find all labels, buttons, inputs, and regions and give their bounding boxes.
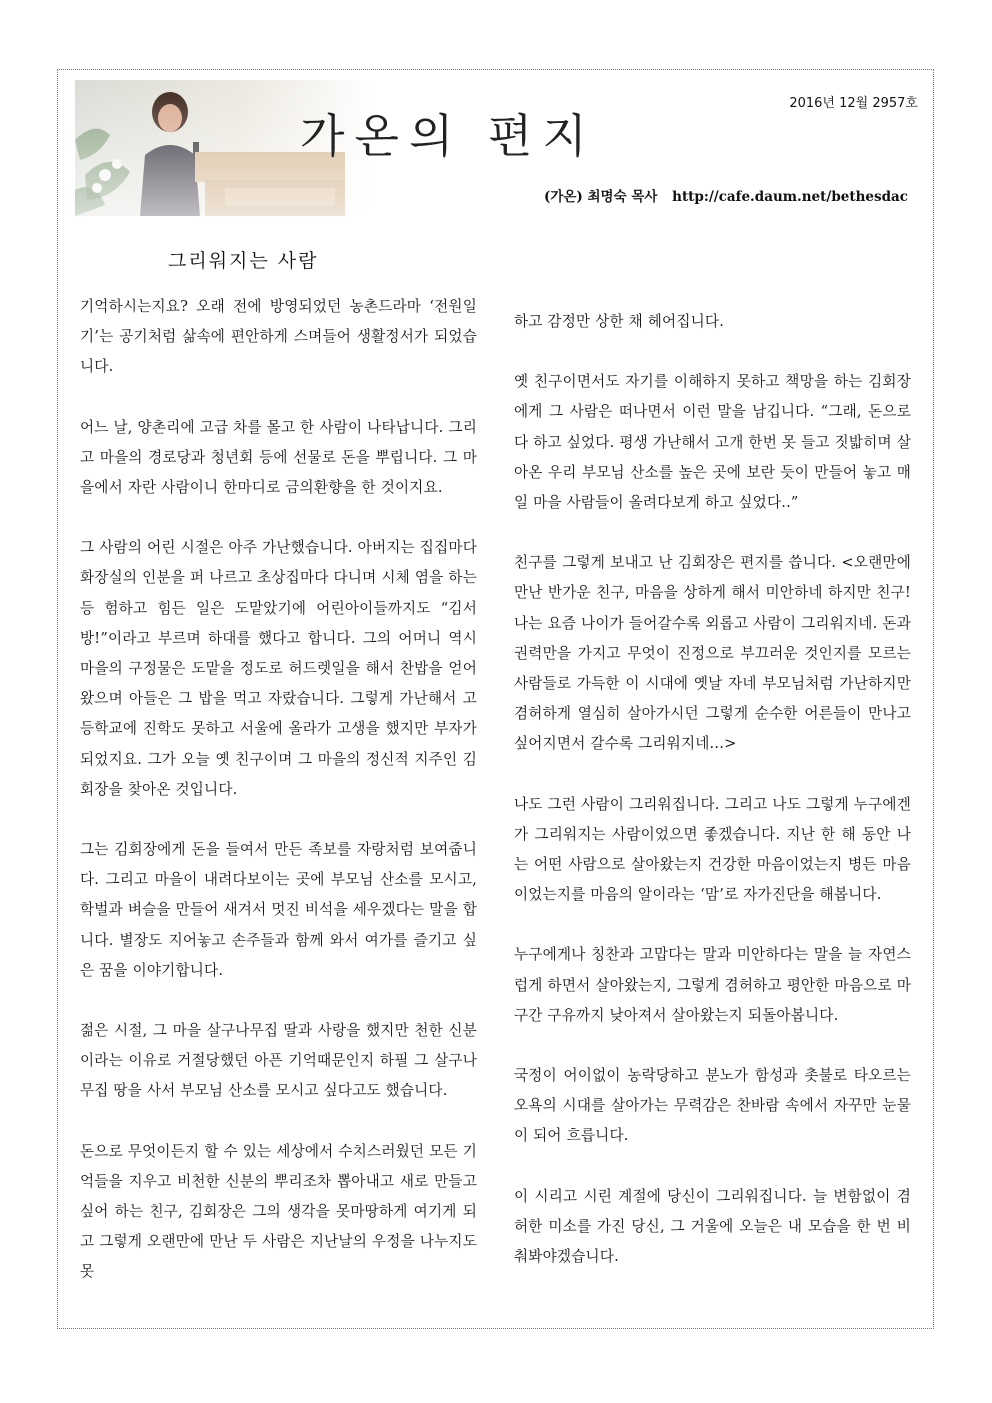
paragraph: 그는 김회장에게 돈을 들여서 만든 족보를 자랑처럼 보여줍니다. 그리고 마을이 내려다보이는 곳에 부모님 산소를 모시고, 학벌과 벼슬을 만들어 새겨서 멋진 비석을 세우겠다는 말을 합니다. 별장도 지어놓고 손주들과 함께 와서 여가를 즐기고 싶은 꿈을 이야기합니다. xyxy=(80,841,477,979)
paragraph: 젊은 시절, 그 마을 살구나무집 딸과 사랑을 했지만 천한 신분이라는 이유로 거절당했던 아픈 기억때문인지 하필 그 살구나무집 땅을 사서 부모님 산소를 모시고 싶다고도 했습니다. xyxy=(80,1022,477,1100)
paragraph: 이 시리고 시린 계절에 당신이 그리워집니다. 늘 변함없이 겸허한 미소를 가진 당신, 그 거울에 오늘은 내 모습을 한 번 비춰봐야겠습니다. xyxy=(514,1187,911,1266)
paragraph: 돈으로 무엇이든지 할 수 있는 세상에서 수치스러웠던 모든 기억들을 지우고 비천한 신분의 뿌리조차 뽑아내고 새로 만들고 싶어 하는 친구, 김회장은 그의 생각을 못마땅하게 여기게 되고 그렇게 오랜만에 만난 두 사람은 지난날의 우정을 나누지도 못 xyxy=(80,1142,477,1281)
newsletter-title: 가온의 편지 xyxy=(300,109,597,163)
right-column xyxy=(514,307,911,1302)
paragraph: 나도 그런 사람이 그리워집니다. 그리고 나도 그렇게 누구에겐가 그리워지는 사람이었으면 좋겠습니다. 지난 한 해 동안 나는 어떤 사람으로 살아왔는지 건강한 마음이었는지 병든 마음이었는지를 마음의 알이라는 ‘맘’로 자가진단을 해봅니다. xyxy=(514,795,911,904)
paragraph: 친구를 그렇게 보내고 난 김회장은 편지를 씁니다. <오랜만에 만난 반가운 친구, 마음을 상하게 해서 미안하네 하지만 친구! 나는 요즘 나이가 들어갈수록 외롭고 사람이 그리워지네. 돈과 권력만을 가지고 무엇이 진정으로 부끄러운 것인지를 모르는 사람들로 가득한 이 시대에 옛날 자네 부모님처럼 가난하지만 겸허하게 열심히 살아가시던 그렇게 순수한 어른들이 만나고 싶어지면서 갈수록 그리워지네...> xyxy=(514,554,911,753)
paragraph: 하고 감정만 상한 채 헤어집니다. xyxy=(514,313,725,330)
byline xyxy=(544,185,908,205)
left-column xyxy=(80,292,477,1318)
paragraph: 기억하시는지요? 오래 전에 방영되었던 농촌드라마 ‘전원일기’는 공기처럼 삶속에 편안하게 스며들어 생활정서가 되었습니다. xyxy=(80,298,477,376)
paragraph: 국정이 어이없이 농락당하고 분노가 함성과 촛불로 타오르는 오욕의 시대를 살아가는 무력감은 찬바람 속에서 자꾸만 눈물이 되어 흐릅니다. xyxy=(514,1067,911,1145)
issue-info: 2016년 12월 2957호 xyxy=(789,96,918,111)
paragraph: 어느 날, 양촌리에 고급 차를 몰고 한 사람이 나타납니다. 그리고 마을의 경로당과 청년회 등에 선물로 돈을 뿌립니다. 그 마을에서 자란 사람이니 한마디로 금의환향을 한 것이지요. xyxy=(80,418,477,497)
article-title: 그리워지는 사람 xyxy=(168,250,319,272)
author-name: (가온) 최명숙 목사 xyxy=(543,189,658,205)
paragraph: 옛 친구이면서도 자기를 이해하지 못하고 책망을 하는 김회장에게 그 사람은 떠나면서 이런 말을 남깁니다. “그래, 돈으로 다 하고 싶었다. 평생 가난해서 고개 한번 못 들고 짓밟히며 살아온 우리 부모님 산소를 높은 곳에 보란 듯이 만들어 놓고 매일 마을 사람들이 올려다보게 하고 싶었다..” xyxy=(514,373,911,512)
paragraph: 누구에게나 칭찬과 고맙다는 말과 미안하다는 말을 늘 자연스럽게 하면서 살아왔는지, 그렇게 겸허하고 평안한 마음으로 마구간 구유까지 낮아져서 살아왔는지 되돌아봅니다. xyxy=(514,946,911,1024)
cafe-url-link[interactable]: http://cafe.daum.net/bethesdac xyxy=(672,189,908,205)
paragraph: 그 사람의 어린 시절은 아주 가난했습니다. 아버지는 집집마다 화장실의 인분을 퍼 나르고 초상집마다 다니며 시체 염을 하는 등 험하고 힘든 일은 도맡았기에 어린아이들까지도 “김서방!”이라고 부르며 하대를 했다고 합니다. 그의 어머니 역시 마을의 구정물은 도맡을 정도로 허드렛일을 해서 찬밥을 얻어왔으며 아들은 그 밥을 먹고 자랐습니다. 그렇게 가난해서 고등학교에 진학도 못하고 서울에 올라가 고생을 했지만 부자가 되었지요. 그가 오늘 옛 친구이며 그 마을의 정신적 지주인 김회장을 찾아온 것입니다. xyxy=(80,539,477,798)
